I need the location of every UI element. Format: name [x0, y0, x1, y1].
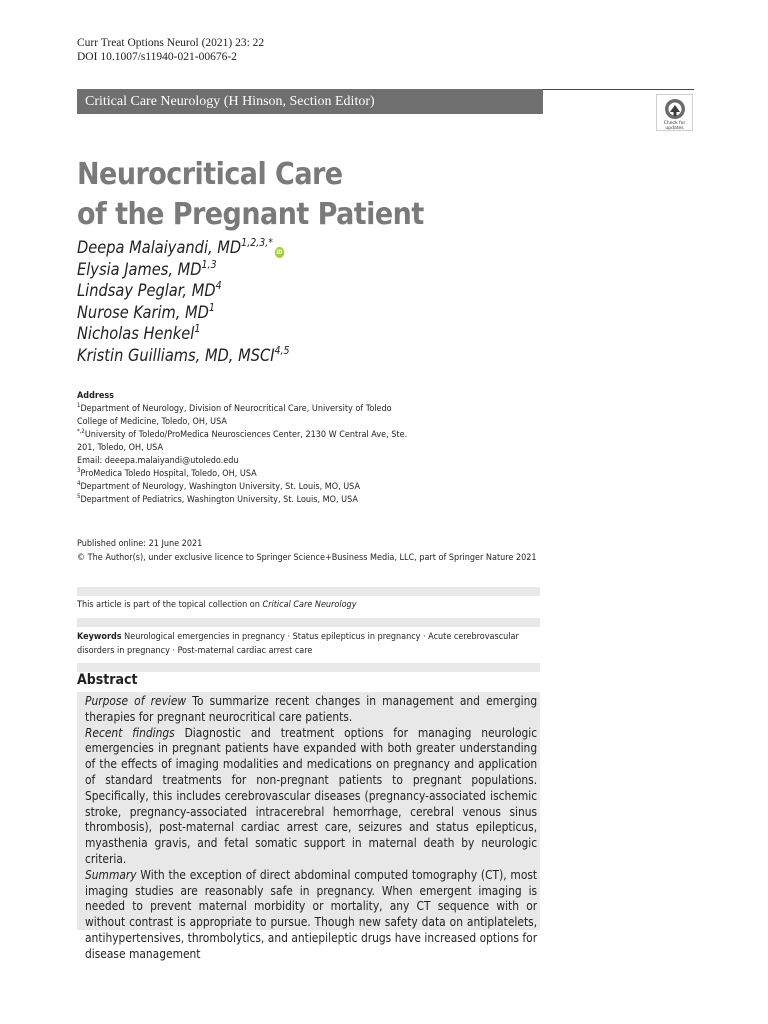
title-line-2: of the Pregnant Patient [77, 197, 424, 232]
published-date: Published online: 21 June 2021 [77, 539, 203, 549]
article-title [77, 155, 424, 235]
check-updates-icon [664, 98, 686, 120]
section-bar: Critical Care Neurology (H Hinson, Section Editor) [77, 89, 543, 114]
collection-note: This article is part of the topical collection on Critical Care Neurology [77, 600, 357, 610]
journal-citation: Curr Treat Options Neurol (2021) 23: 22 [77, 37, 265, 49]
keywords-text: Neurological emergencies in pregnancy · Status epilepticus in pregnancy · Acute cerebrovascular disorders in pregnancy · Post-maternal cardiac arrest care [77, 632, 519, 656]
author-list [77, 238, 290, 368]
abstract-paragraph: Recent findings Diagnostic and treatment options for managing neurologic emergencies in pregnant patients have expanded with both greater understanding of the effects of imaging modalities and medications on pregnancy and application of standard treatments for non-pregnant patients to pregnant populations. Specifically, this includes cerebrovascular diseases (pregnancy-associated ischemic stroke, pregnancy-associated intracerebral hemorrhage, cerebral venous sinus thrombosis), post-maternal cardiac arrest care, seizures and status epilepticus, myasthenia gravis, and fetal somatic support in maternal death by neurologic criteria. [85, 725, 538, 866]
address-line: $^1$Department of Neurology, Division of Neurocritical Care, University of Toledo [77, 402, 392, 414]
address-line: $^3$ProMedica Toledo Hospital, Toledo, OH, USA [77, 467, 257, 479]
abstract-heading: Abstract [77, 672, 138, 688]
title-line-1: Neurocritical Care [77, 157, 343, 192]
divider-band [77, 663, 540, 672]
check-updates-label: Check for updates [663, 121, 686, 131]
address-line: $^5$Department of Pediatrics, Washington University, St. Louis, MO, USA [77, 493, 358, 505]
author: Nurose Karim, $MD^1$ [77, 300, 215, 323]
abstract-text [85, 694, 537, 963]
author[interactable]: Deepa Malaiyandi, $MD^{1,2,3,*}iD$ [77, 236, 283, 258]
keywords-block [77, 630, 541, 658]
address-heading: Address [77, 391, 114, 401]
copyright-notice: © The Author(s), under exclusive licence to Springer Science+Business Media, LLC, part of Springer Nature 2021 [77, 553, 537, 563]
address-line: $^{*,2}$University of Toledo/ProMedica Neurosciences Center, 2130 W Central Ave, Ste. [77, 428, 408, 440]
address-line: College of Medicine, Toledo, OH, USA [77, 417, 227, 427]
author: Nicholas Henkel$^1$ [77, 322, 201, 345]
collection-link[interactable]: Critical Care Neurology [262, 600, 357, 610]
divider-band [77, 587, 540, 596]
address-email[interactable]: Email: deeepa.malaiyandi@utoledo.edu [77, 456, 239, 466]
journal-doi: DOI 10.1007/s11940-021-00676-2 [77, 51, 237, 63]
abstract-paragraph: Purpose of review To summarize recent changes in management and emerging therapies for pregnant neurocritical care patients. [85, 694, 538, 724]
address-line: 201, Toledo, OH, USA [77, 443, 164, 453]
author: Lindsay Peglar, $MD^4$ [77, 279, 222, 302]
check-for-updates-badge[interactable] [656, 94, 693, 131]
author: Kristin Guilliams, MD, MSCI$^{4,5}$ [77, 343, 290, 366]
divider-band [77, 618, 540, 627]
address-line: $^4$Department of Neurology, Washington University, St. Louis, MO, USA [77, 480, 361, 492]
header-rule [543, 89, 694, 90]
author: Elysia James, MD$^{1,3}$ [77, 257, 217, 280]
abstract-box [77, 692, 540, 961]
publication-info [77, 537, 537, 565]
keywords-heading: Keywords [77, 632, 122, 642]
orcid-icon[interactable]: iD [276, 249, 283, 256]
abstract-paragraph: Summary With the exception of direct abdominal computed tomography (CT), most imaging studies are reasonably safe in pregnancy. When emergent imaging is needed to prevent maternal morbidity or mortality, any CT sequence with or without contrast is appropriate to pursue. Though new safety data on antiplatelets, antihypertensives, thrombolytics, and antiepileptic drugs have increased options for disease management [85, 867, 538, 961]
address-block [77, 390, 500, 507]
journal-reference [77, 36, 264, 64]
